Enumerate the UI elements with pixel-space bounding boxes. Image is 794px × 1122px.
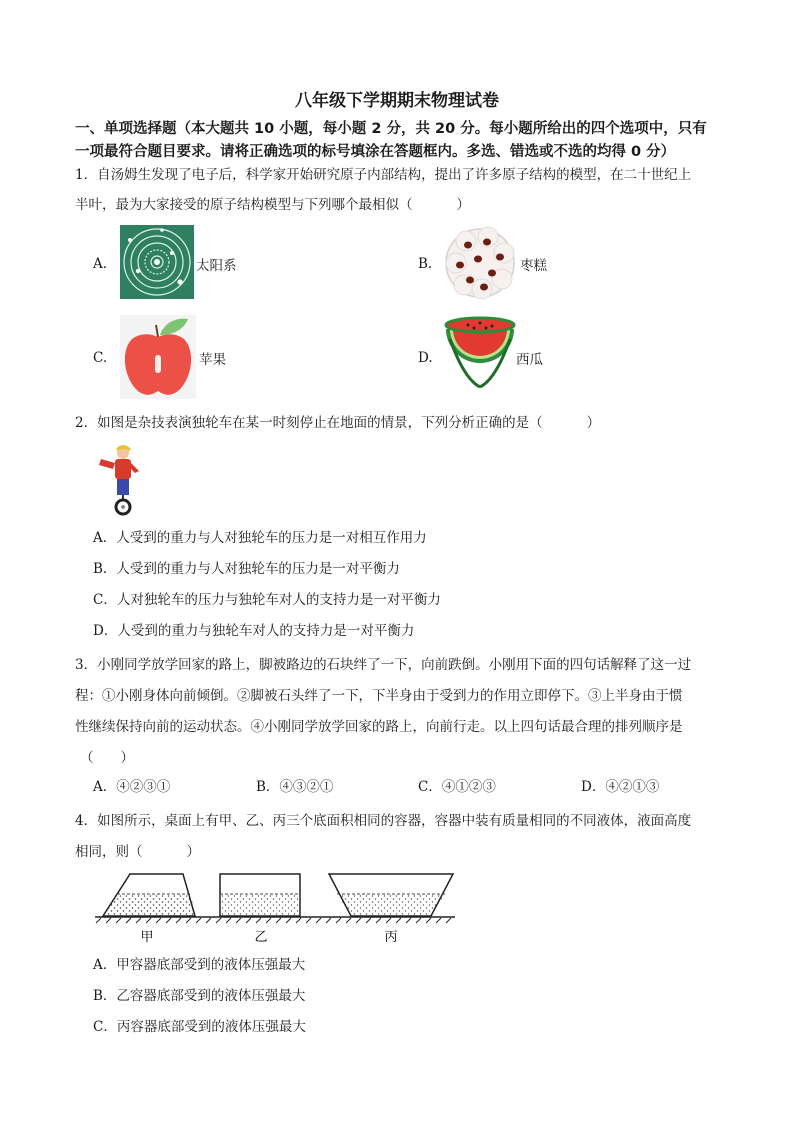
container-label-bing: 丙 bbox=[384, 930, 398, 945]
q4-option-b[interactable]: B．乙容器底部受到的液体压强最大 bbox=[93, 988, 306, 1004]
q1-option-c-label: 苹果 bbox=[199, 352, 226, 368]
watermelon-image bbox=[444, 319, 516, 391]
q4-stem-line1: 4．如图所示，桌面上有甲、乙、丙三个底面积相同的容器，容器中装有质量相同的不同液体，液面高度 bbox=[75, 813, 692, 829]
containers-diagram bbox=[95, 870, 455, 950]
q3-option-b[interactable]: B．④③②① bbox=[256, 779, 334, 795]
container-label-jia: 甲 bbox=[140, 930, 154, 945]
q1-stem-line1: 1．自汤姆生发现了电子后，科学家开始研究原子内部结构，提出了许多原子结构的模型，在二十世纪上 bbox=[75, 167, 692, 183]
q1-option-c-letter[interactable]: C. bbox=[93, 350, 108, 366]
q1-option-d-label: 西瓜 bbox=[516, 352, 543, 368]
q3-option-c[interactable]: C．④①②③ bbox=[418, 779, 496, 795]
q3-stem-line1: 3．小刚同学放学回家的路上，脚被路边的石块绊了一下，向前跌倒。小刚用下面的四句话解释了这一过 bbox=[75, 657, 692, 673]
q2-stem: 2．如图是杂技表演独轮车在某一时刻停止在地面的情景，下列分析正确的是（ ） bbox=[75, 415, 601, 431]
q2-option-b[interactable]: B．人受到的重力与人对独轮车的压力是一对平衡力 bbox=[93, 561, 400, 577]
q3-stem-line4: （ ） bbox=[80, 750, 134, 766]
q4-option-a[interactable]: A．甲容器底部受到的液体压强最大 bbox=[93, 957, 306, 973]
q2-option-d[interactable]: D．人受到的重力与独轮车对人的支持力是一对平衡力 bbox=[93, 623, 415, 639]
q1-option-a-letter[interactable]: A. bbox=[93, 256, 108, 272]
container-label-yi: 乙 bbox=[254, 930, 268, 945]
q3-option-a[interactable]: A．④②③① bbox=[93, 779, 171, 795]
apple-image bbox=[120, 315, 196, 399]
q1-option-b-letter[interactable]: B. bbox=[418, 256, 433, 272]
q1-option-a-label: 太阳系 bbox=[196, 258, 237, 274]
jujube-cake-image bbox=[442, 225, 518, 301]
q4-option-c[interactable]: C．丙容器底部受到的液体压强最大 bbox=[93, 1019, 306, 1035]
q3-option-d[interactable]: D．④②①③ bbox=[581, 779, 660, 795]
q3-stem-line3: 性继续保持向前的运动状态。④小刚同学放学回家的路上，向前行走。以上四句话最合理的排列顺序是 bbox=[75, 719, 683, 735]
page-title: 八年级下学期期末物理试卷 bbox=[295, 91, 499, 111]
q1-stem-line2: 半叶，最为大家接受的原子结构模型与下列哪个最相似（ ） bbox=[75, 197, 470, 213]
unicycle-acrobat-image bbox=[95, 445, 145, 515]
q1-option-b-label: 枣糕 bbox=[520, 258, 547, 274]
section-header-line2: 一项最符合题目要求。请将正确选项的标号填涂在答题框内。多选、错选或不选的均得 0 分） bbox=[75, 144, 676, 160]
section-header-line1: 一、单项选择题（本大题共 10 小题，每小题 2 分，共 20 分。每小题所给出的四个选项中，只有 bbox=[75, 121, 707, 137]
q3-stem-line2: 程：①小刚身体向前倾倒。②脚被石头绊了一下，下半身由于受到力的作用立即停下。③上半身由于惯 bbox=[75, 688, 683, 704]
q4-stem-line2: 相同，则（ ） bbox=[75, 844, 200, 860]
solar-system-image bbox=[120, 225, 194, 299]
q2-option-a[interactable]: A．人受到的重力与人对独轮车的压力是一对相互作用力 bbox=[93, 530, 427, 546]
q2-option-c[interactable]: C．人对独轮车的压力与独轮车对人的支持力是一对平衡力 bbox=[93, 592, 441, 608]
q1-option-d-letter[interactable]: D. bbox=[418, 350, 433, 366]
